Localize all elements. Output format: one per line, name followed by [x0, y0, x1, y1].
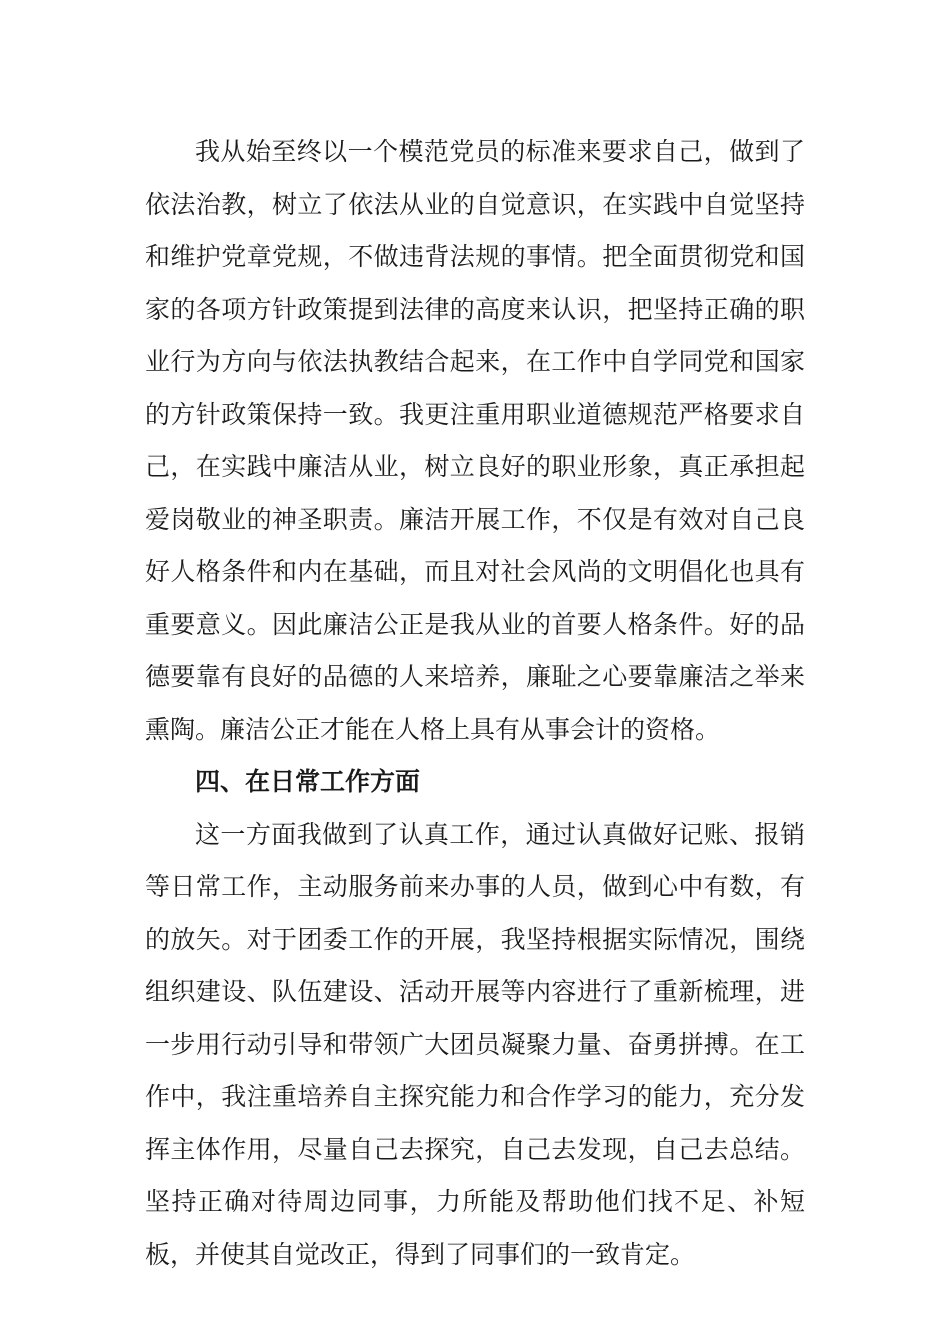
body-paragraph-1: 我从始至终以一个模范党员的标准来要求自己，做到了依法治教，树立了依法从业的自觉意识，在实践中自觉坚持和维护党章党规，不做违背法规的事情。把全面贯彻党和国家的各项方针政策提到法律的高度来认识，把坚持正确的职业行为方向与依法执教结合起来，在工作中自学同党和国家的方针政策保持一致。我更注重用职业道德规范严格要求自己，在实践中廉洁从业，树立良好的职业形象，真正承担起爱岗敬业的神圣职责。廉洁开展工作，不仅是有效对自己良好人格条件和内在基础，而且对社会风尚的文明倡化也具有重要意义。因此廉洁公正是我从业的首要人格条件。好的品德要靠有良好的品德的人来培养，廉耻之心要靠廉洁之举来熏陶。廉洁公正才能在人格上具有从事会计的资格。: [145, 137, 805, 744]
section-heading: 四、在日常工作方面: [195, 767, 421, 796]
body-paragraph-2: 这一方面我做到了认真工作，通过认真做好记账、报销等日常工作，主动服务前来办事的人员，做到心中有数，有的放矢。对于团委工作的开展，我坚持根据实际情况，围绕组织建设、队伍建设、活动开展等内容进行了重新梳理，进一步用行动引导和带领广大团员凝聚力量、奋勇拼搏。在工作中，我注重培养自主探究能力和合作学习的能力，充分发挥主体作用，尽量自己去探究，自己去发现，自己去总结。坚持正确对待周边同事，力所能及帮助他们找不足、补短板，并使其自觉改正，得到了同事们的一致肯定。: [145, 819, 805, 1269]
document-body: [145, 126, 805, 1281]
